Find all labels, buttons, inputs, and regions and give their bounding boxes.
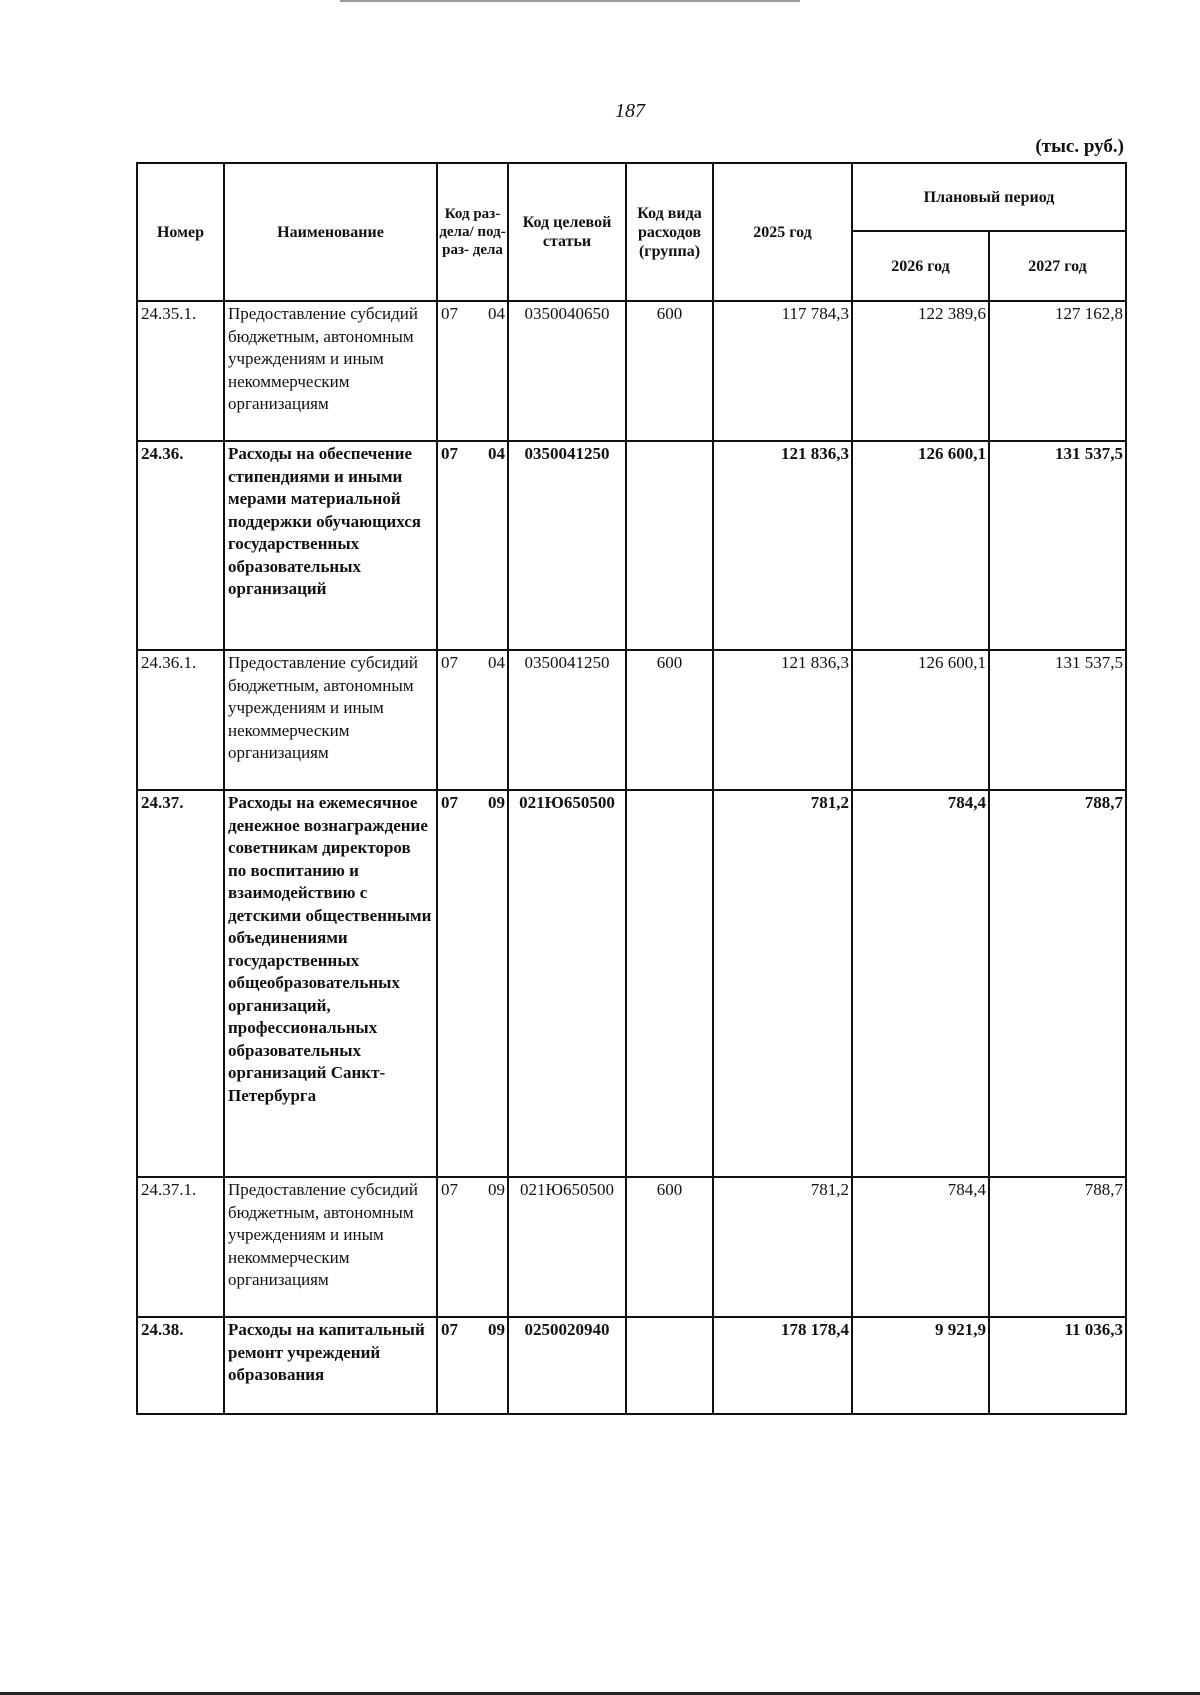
row-target-code: 0250020940 [508, 1317, 626, 1414]
razdel-code: 07 [441, 304, 458, 323]
razdel-code: 07 [441, 1320, 458, 1339]
row-section-code [437, 441, 508, 650]
razdel-code: 07 [441, 653, 458, 672]
razdel-code: 07 [441, 1180, 458, 1199]
row-amount-2025: 781,2 [713, 790, 852, 1177]
row-amount-2026: 126 600,1 [852, 441, 989, 650]
row-expense-code [626, 790, 713, 1177]
row-number: 24.37.1. [137, 1177, 224, 1317]
row-name: Расходы на обеспечение стипендиями и иными мерами материальной поддержки обучающихся государственных образовательных организаций [224, 441, 437, 650]
header-2026: 2026 год [852, 231, 989, 301]
row-amount-2027: 788,7 [989, 1177, 1126, 1317]
header-2025: 2025 год [713, 163, 852, 301]
row-amount-2027: 131 537,5 [989, 650, 1126, 790]
row-amount-2027: 131 537,5 [989, 441, 1126, 650]
row-name: Расходы на капитальный ремонт учреждений образования [224, 1317, 437, 1414]
podrazdel-code: 09 [488, 793, 505, 812]
row-section-code [437, 650, 508, 790]
row-amount-2025: 117 784,3 [713, 301, 852, 441]
row-amount-2025: 121 836,3 [713, 650, 852, 790]
row-section-code [437, 1177, 508, 1317]
header-2027: 2027 год [989, 231, 1126, 301]
row-expense-code: 600 [626, 650, 713, 790]
podrazdel-code: 04 [488, 304, 505, 323]
row-target-code: 021Ю650500 [508, 790, 626, 1177]
row-amount-2027: 788,7 [989, 790, 1126, 1177]
unit-label: (тыс. руб.) [1035, 136, 1124, 157]
table-body [137, 301, 1126, 1414]
row-name: Предоставление субсидий бюджетным, автономным учреждениям и иным некоммерческим организациям [224, 301, 437, 441]
row-number: 24.36.1. [137, 650, 224, 790]
page-number: 187 [615, 100, 645, 122]
header-name: Наименование [224, 163, 437, 301]
row-name: Предоставление субсидий бюджетным, автономным учреждениям и иным некоммерческим организациям [224, 650, 437, 790]
budget-table [136, 162, 1127, 1415]
podrazdel-code: 09 [488, 1180, 505, 1199]
header-planned-period: Плановый период [852, 163, 1126, 231]
row-number: 24.36. [137, 441, 224, 650]
scan-top-edge [340, 0, 800, 2]
razdel-code: 07 [441, 444, 458, 463]
header-section-code: Код раз- дела/ под- раз- дела [437, 163, 508, 301]
header-target-code: Код целевой статьи [508, 163, 626, 301]
podrazdel-code: 04 [488, 653, 505, 672]
row-amount-2025: 121 836,3 [713, 441, 852, 650]
podrazdel-code: 04 [488, 444, 505, 463]
row-target-code: 0350041250 [508, 650, 626, 790]
row-number: 24.38. [137, 1317, 224, 1414]
row-section-code [437, 790, 508, 1177]
row-target-code: 0350041250 [508, 441, 626, 650]
table-row [137, 301, 1126, 441]
table-row [137, 650, 1126, 790]
row-expense-code: 600 [626, 301, 713, 441]
table-header [137, 163, 1126, 301]
row-expense-code: 600 [626, 1177, 713, 1317]
row-number: 24.35.1. [137, 301, 224, 441]
row-amount-2025: 178 178,4 [713, 1317, 852, 1414]
row-section-code [437, 1317, 508, 1414]
table-row [137, 790, 1126, 1177]
row-amount-2027: 127 162,8 [989, 301, 1126, 441]
row-amount-2026: 126 600,1 [852, 650, 989, 790]
row-amount-2026: 784,4 [852, 790, 989, 1177]
row-target-code: 021Ю650500 [508, 1177, 626, 1317]
header-expense-code: Код вида расходов (группа) [626, 163, 713, 301]
row-name: Расходы на ежемесячное денежное вознаграждение советникам директоров по воспитанию и взаимодействию с детскими общественными объединениями государственных общеобразовательных организаций, профессиональных образовательных организаций Санкт-Петербурга [224, 790, 437, 1177]
row-amount-2026: 122 389,6 [852, 301, 989, 441]
table-row [137, 1317, 1126, 1414]
row-name: Предоставление субсидий бюджетным, автономным учреждениям и иным некоммерческим организациям [224, 1177, 437, 1317]
podrazdel-code: 09 [488, 1320, 505, 1339]
row-amount-2026: 9 921,9 [852, 1317, 989, 1414]
row-target-code: 0350040650 [508, 301, 626, 441]
row-number: 24.37. [137, 790, 224, 1177]
row-amount-2027: 11 036,3 [989, 1317, 1126, 1414]
table-row [137, 1177, 1126, 1317]
table-row [137, 441, 1126, 650]
header-number: Номер [137, 163, 224, 301]
row-amount-2026: 784,4 [852, 1177, 989, 1317]
row-section-code [437, 301, 508, 441]
row-expense-code [626, 1317, 713, 1414]
razdel-code: 07 [441, 793, 458, 812]
row-amount-2025: 781,2 [713, 1177, 852, 1317]
row-expense-code [626, 441, 713, 650]
